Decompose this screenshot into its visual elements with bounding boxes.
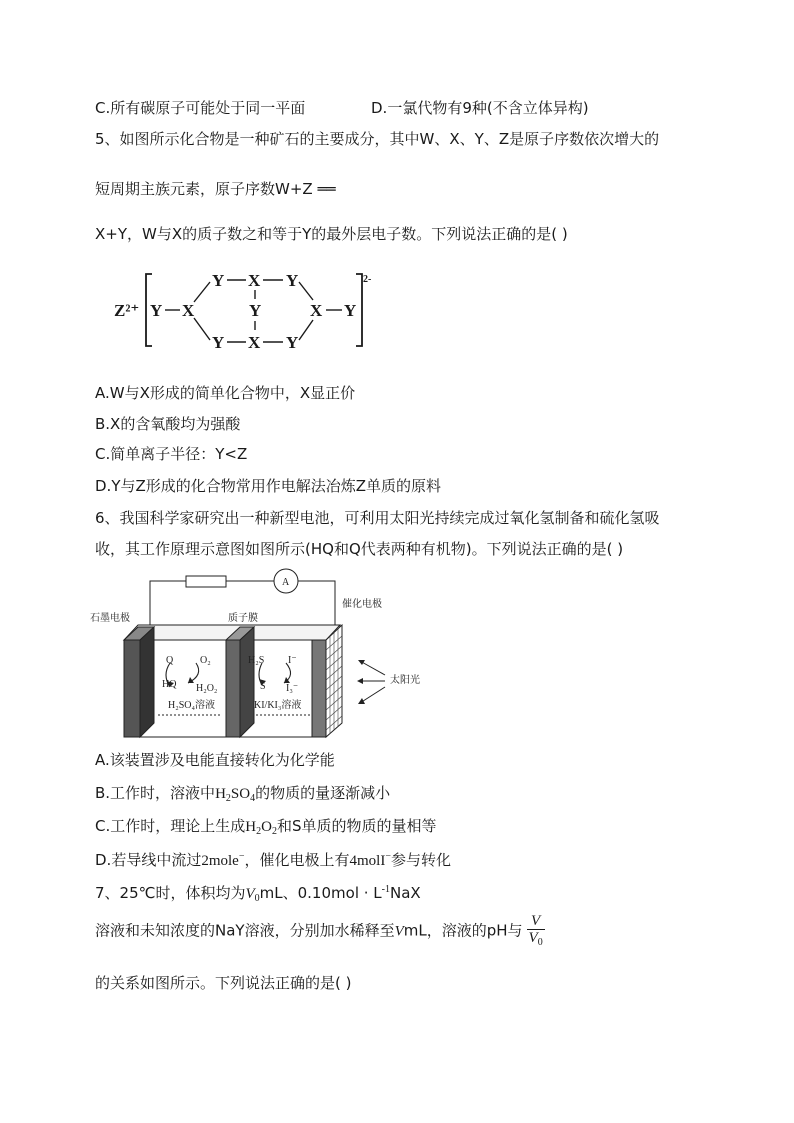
q6-o2-label: O₂	[200, 655, 211, 666]
q5-atom-x: X	[248, 271, 261, 290]
q6-cell-diagram	[90, 565, 450, 745]
q5-stem-line3: X+Y，W与X的质子数之和等于Y的最外层电子数。下列说法正确的是( )	[95, 225, 568, 243]
q6-right-electrode-label: 催化电极	[342, 599, 382, 610]
q5-option-d: D.Y与Z形成的化合物常用作电解法冶炼Z单质的原料	[95, 477, 442, 495]
q5-atom-x: X	[182, 301, 195, 320]
q6-option-d: D.若导线中流过2mole−，催化电极上有4molI−参与转化	[95, 851, 451, 869]
q5-atom-y: Y	[212, 333, 225, 352]
q6-membrane-label: 质子膜	[228, 613, 258, 624]
q7-stem-line1: 7、25℃时，体积均为$V_0mL$、$0.10mol \cdot L^{-1}NaX$	[95, 884, 421, 904]
q5-option-c: C.简单离子半径：Y<Z	[95, 445, 248, 463]
q6-stem-line1: 6、我国科学家研究出一种新型电池，可利用太阳光持续完成过氧化氢制备和硫化氢吸	[95, 509, 660, 527]
q6-option-a: A.该装置涉及电能直接转化为化学能	[95, 751, 335, 769]
q6-q-label: Q	[166, 655, 174, 666]
q5-structure-diagram	[110, 260, 390, 356]
q5-atom-y: Y	[249, 301, 262, 320]
q5-atom-y: Y	[286, 271, 299, 290]
q5-option-a: A.W与X形成的简单化合物中，X显正价	[95, 384, 356, 402]
q6-hq-label: HQ	[162, 679, 177, 690]
q5-atom-y: Y	[150, 301, 163, 320]
q7-stem-line3: 的关系如图所示。下列说法正确的是( )	[95, 974, 352, 992]
q6-left-solution-label: H₂SO₄溶液	[168, 700, 215, 711]
q4-option-d: D.一氯代物有9种(不含立体异构)	[371, 99, 589, 117]
q5-atom-x: X	[310, 301, 323, 320]
q6-s-label: S	[260, 681, 266, 692]
q5-anion-charge: 2-	[363, 274, 372, 285]
q5-atom-y: Y	[344, 301, 357, 320]
q4-option-c: C.所有碳原子可能处于同一平面	[95, 99, 306, 117]
q6-right-solution-label: KI/KI₃溶液	[254, 700, 302, 711]
q5-stem-line2: 短周期主族元素，原子序数W+Z ══	[95, 180, 336, 198]
q6-stem-line2: 收，其工作原理示意图如图所示(HQ和Q代表两种有机物)。下列说法正确的是( )	[95, 540, 624, 558]
q5-atom-x: X	[248, 333, 261, 352]
q7-stem-line2: 溶液和未知浓度的NaY溶液，分别加水稀释至VmL，溶液的pH与 $\frac{V}{V_0}$	[95, 913, 543, 948]
q5-cation: Z²⁺	[114, 301, 140, 320]
q6-left-electrode-label: 石墨电极	[90, 613, 130, 624]
q6-option-c: C.工作时，理论上生成$H_2O_2$和S单质的物质的量相等	[95, 817, 437, 837]
q5-stem-line1: 5、如图所示化合物是一种矿石的主要成分，其中W、X、Y、Z是原子序数依次增大的	[95, 130, 660, 148]
q6-sunlight-label: 太阳光	[390, 675, 420, 686]
q7-fraction: $\frac{V}{V_0}$	[528, 913, 543, 948]
q5-atom-y: Y	[212, 271, 225, 290]
q6-option-b: B.工作时，溶液中$H_2SO_4$的物质的量逐渐减小	[95, 784, 391, 804]
q6-h2o2-label: H₂O₂	[196, 683, 218, 694]
q6-h2s-label: H₂S	[248, 655, 265, 666]
q6-i3-minus-label: I₃⁻	[286, 683, 299, 694]
q6-ammeter-label: A	[282, 577, 290, 588]
q5-atom-y: Y	[286, 333, 299, 352]
q6-i-minus-label: I⁻	[288, 655, 297, 666]
q5-option-b: B.X的含氧酸均为强酸	[95, 415, 241, 433]
